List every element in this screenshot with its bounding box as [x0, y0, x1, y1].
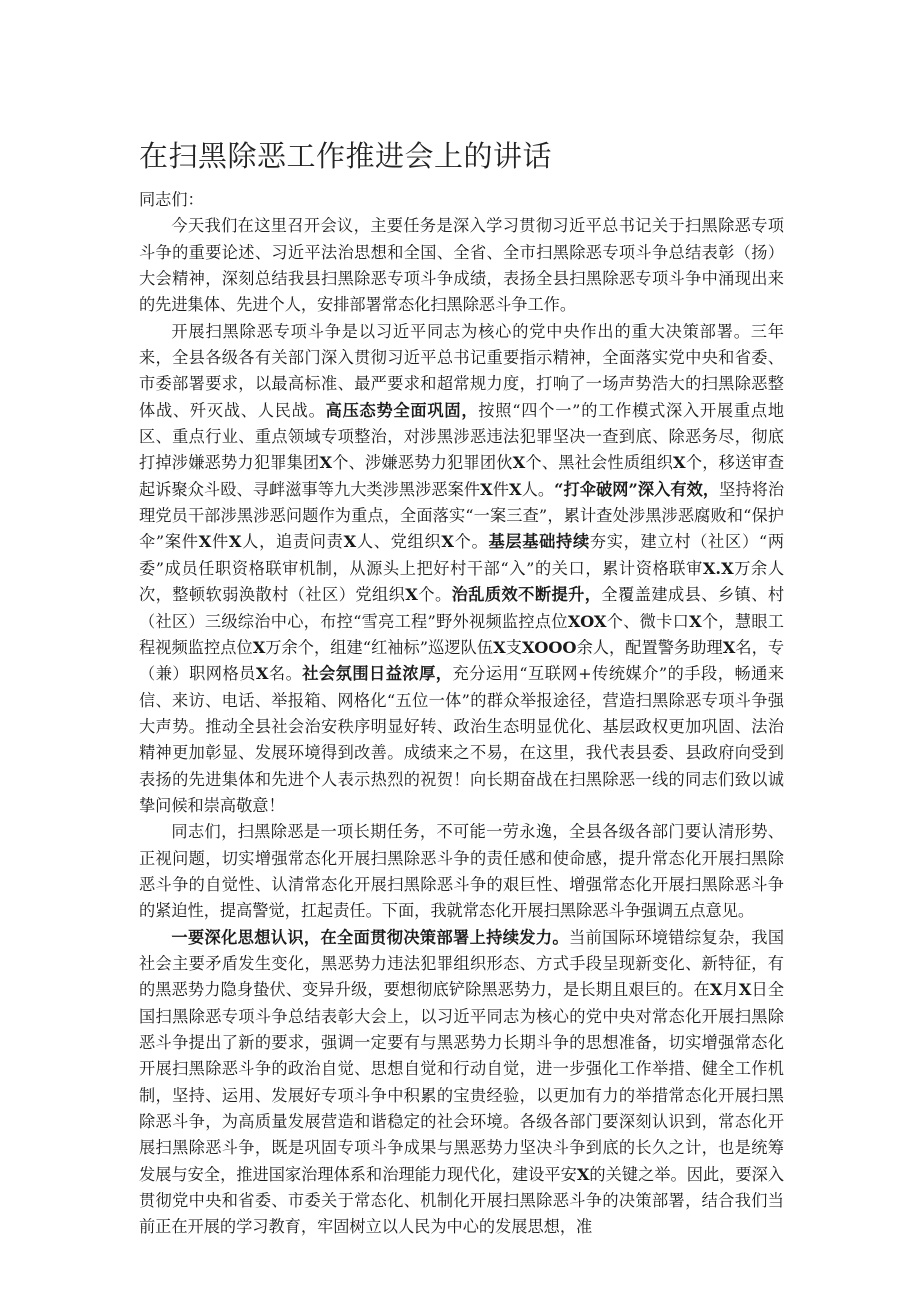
bold-text-run: X — [512, 453, 526, 473]
document-title: 在扫黑除恶工作推进会上的讲话 — [139, 139, 553, 173]
text-run: 件 — [492, 479, 510, 499]
text-run: 日全国扫黑除恶专项斗争总结表彰大会上，以习近平同志为核心的党中央对常态化开展扫黑除恶斗争提出了新的要求，强调一定要有与黑恶势力长期斗争的思想准备，切实增强常态化开展扫黑除恶斗争的政治自觉、思想自觉和行动自觉，进一步强化工作举措、健全工作机制，坚持、运用、发展好专项斗争中积累的宝贵经验，以更加有力的举措常态化开展扫黑除恶斗争，为高质量发展营造和谐稳定的社会环境。各级各部门要深刻认识到，常态化开展扫黑除恶斗争，既是巩固专项斗争成果与黑恶势力坚决斗争到底的长久之计，也是统筹发展与安全，推进国家治理体系和治理能力现代化，建设平安 — [139, 980, 785, 1184]
bold-text-run: X.X — [702, 558, 734, 578]
text-run: 万余人次，整顿软弱涣散村（社区）党组织 — [139, 558, 785, 605]
text-run: 按照“四个一”的工作模式深入开展重点地区、重点行业、重点领域专项整治，对涉黑涉恶违法犯罪坚决一查到底、除恶务尽，彻底打掉涉嫌恶势力犯罪集团 — [139, 400, 785, 473]
bold-text-run: X — [722, 637, 736, 657]
text-run: 充分运用“互联网+传统媒介”的手段，畅通来信、来访、电话、举报箱、网格化“五位一体”的群众举报途径，营造扫黑除恶专项斗争强大声势。推动全县社会治安秩序明显好转、政治生态明显优化、基层政权更加巩固、法治精神更加彰显、发展环境得到改善。成绩来之不易，在这里，我代表县委、县政府向受到表扬的先进集体和先进个人表示热烈的祝贺！向长期奋战在扫黑除恶一线的同志们致以诚挚问候和崇高敬意！ — [139, 664, 785, 815]
bold-text-run: X — [689, 611, 702, 631]
bold-text-run: X — [198, 532, 212, 552]
bold-text-run: X — [709, 980, 723, 1000]
text-run: 件 — [211, 532, 229, 552]
text-run: 夯实，建立村（社区）“两委”成员任职资格联审机制，从源头上把好村干部“入”的关口，累计资格联审 — [139, 532, 785, 578]
paragraph-list — [139, 213, 784, 1240]
paragraph — [139, 319, 784, 820]
bold-text-run: X — [405, 585, 418, 605]
bold-text-run: 基层基础持续 — [488, 532, 590, 552]
bold-text-run: XOOO — [521, 637, 577, 657]
text-run: 全覆盖建成县、乡镇、村（社区）三级综治中心，布控“雪亮工程”野外视频监控点位 — [139, 585, 785, 631]
text-run: 坚持将治理党员干部涉黑涉恶问题作为重点，全面落实“一案三查”，累计查处涉黑涉恶腐败和“保护伞”案件 — [139, 479, 785, 552]
text-run: 的关键之举。因此，要深入贯彻党中央和省委、市委关于常态化、机制化开展扫黑除恶斗争的决策部署，结合我们当前正在开展的学习教育，牢固树立以人民为中心的发展思想，准 — [139, 1164, 785, 1237]
paragraph — [139, 819, 784, 924]
paragraph — [139, 925, 784, 1241]
bold-text-run: X — [252, 637, 266, 657]
text-run: 同志们，扫黑除恶是一项长期任务，不可能一劳永逸，全县各级各部门要认清形势、正视问题，切实增强常态化开展扫黑除恶斗争的责任感和使命感，提升常态化开展扫黑除恶斗争的自觉性、认清常态化开展扫黑除恶斗争的艰巨性、增强常态化开展扫黑除恶斗争的紧迫性，提高警觉，扛起责任。下面，我就常态化开展扫黑除恶斗争强调五点意见。 — [139, 822, 784, 921]
text-run: 个、微卡口 — [606, 611, 690, 631]
bold-text-run: “打伞破网”深入有效， — [554, 479, 720, 499]
bold-text-run: X — [228, 532, 242, 552]
paragraph — [139, 213, 784, 318]
bold-text-run: X — [319, 453, 332, 473]
bold-text-run: 一要深化思想认识，在全面贯彻决策部署上持续发力。 — [171, 927, 570, 947]
bold-text-run: X — [493, 637, 506, 657]
text-run: 个。 — [453, 532, 489, 552]
text-run: 余人，配置警务助理 — [576, 637, 723, 657]
bold-text-run: X — [480, 479, 493, 499]
bold-text-run: X — [576, 1164, 590, 1184]
text-run: 名，专（兼）职网格员 — [139, 637, 785, 684]
bold-text-run: X — [509, 479, 522, 499]
document-body — [139, 187, 784, 1241]
text-run: 个，移送审查起诉聚众斗殴、寻衅滋事等九大类涉黑涉恶案件 — [139, 453, 785, 499]
text-run: 人，追责问责 — [241, 532, 344, 552]
text-run: 月 — [722, 980, 739, 1000]
text-run: 今天我们在这里召开会议，主要任务是深入学习贯彻习近平总书记关于扫黑除恶专项斗争的重要论述、习近平法治思想和全国、全省、全市扫黑除恶专项斗争总结表彰（扬）大会精神，深刻总结我县扫黑除恶专项斗争成绩，表扬全县扫黑除恶专项斗争中涌现出来的先进集体、先进个人，安排部署常态化扫黑除恶斗争工作。 — [139, 216, 784, 315]
text-run: 个、涉嫌恶势力犯罪团伙 — [332, 453, 513, 473]
bold-text-run: 高压态势全面巩固， — [325, 400, 479, 420]
text-run: 个，慧眼工程视频监控点位 — [139, 611, 784, 657]
text-run: 开展扫黑除恶专项斗争是以习近平同志为核心的党中央作出的重大决策部署。三年来，全县各级各有关部门深入贯彻习近平总书记重要指示精神，全面落实党中央和省委、市委部署要求，以最高标准、最严要求和超常规力度，打响了一场声势浩大的扫黑除恶整体战、歼灭战、人民战。 — [139, 321, 784, 420]
text-run: 人。 — [521, 479, 555, 499]
bold-text-run: X — [255, 664, 269, 684]
text-run: 个。 — [417, 585, 452, 605]
bold-text-run: X — [738, 980, 752, 1000]
bold-text-run: X — [673, 453, 686, 473]
text-run: 当前国际环境错综复杂，我国社会主要矛盾发生变化，黑恶势力违法犯罪组织形态、方式手段呈现新变化、新特征，有的黑恶势力隐身蛰伏、变异升级，要想彻底铲除黑恶势力，是长期且艰巨的。在 — [139, 927, 785, 1000]
bold-text-run: X — [441, 532, 454, 552]
salutation: 同志们： — [139, 190, 204, 209]
bold-text-run: 治乱质效不断提升， — [451, 585, 602, 605]
bold-text-run: 社会氛围日益浓厚， — [302, 664, 453, 684]
text-run: 个、黑社会性质组织 — [525, 453, 674, 473]
text-run: 人、党组织 — [356, 532, 442, 552]
text-run: 支 — [505, 637, 522, 657]
text-run: 万余个，组建“红袖标”巡逻队伍 — [265, 637, 494, 657]
bold-text-run: X — [343, 532, 357, 552]
bold-text-run: XOX — [567, 611, 607, 631]
text-run: 名。 — [268, 664, 303, 684]
